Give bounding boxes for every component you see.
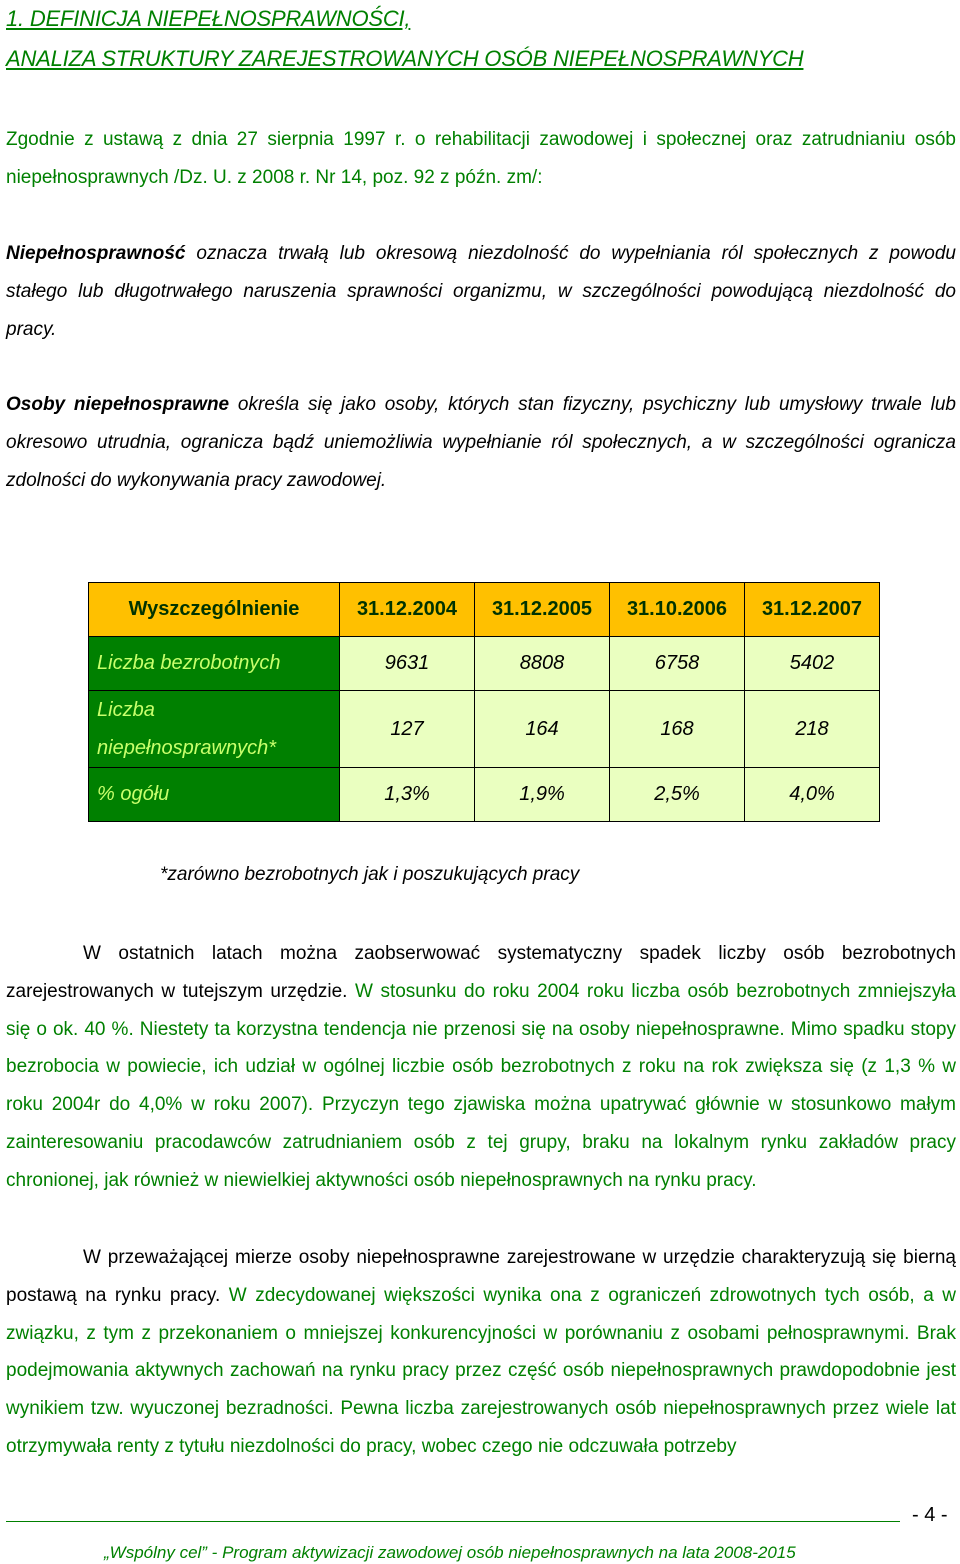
header-cell: 31.12.2005 (475, 583, 610, 637)
paragraph-part: W stosunku do roku 2004 roku liczba osób bezrobotnych zmniejszyła się o ok. 40 %. Niestety ta korzystna tendencja nie przenosi się na osoby niepełnosprawne. Mimo spadku stopy bezrobocia w powiecie, ich udział w ogólnej liczbie osób bezrobotnych z roku na rok zwiększa się (z 1,3 % w roku 2004r do 4,0% w roku 2007). Przyczyn tego zjawiska można upatrywać głównie w stosunkowo małym zainteresowaniu pracodawców zatrudnianiem osób z tej grupy, braku na lokalnym rynku zakładów pracy chronionej, jak również w niewielkiej aktywności osób niepełnosprawnych na rynku pracy. (6, 980, 956, 1191)
row-label-line2: niepełnosprawnych* (97, 737, 277, 759)
section-heading-line1: 1. DEFINICJA NIEPEŁNOSPRAWNOŚCI, (6, 6, 411, 31)
header-cell: 31.12.2004 (340, 583, 475, 637)
page-footer: „Wspólny cel” - Program aktywizacji zawodowej osób niepełnosprawnych na lata 2008-2015 (104, 1543, 796, 1562)
row-label: % ogółu (89, 768, 340, 822)
definition-text: określa się jako osoby, których stan fizyczny, psychiczny lub umysłowy trwale lub okresowo utrudnia, ogranicza bądź uniemożliwia wypełnianie ról społecznych, a w szczególności ogranicza zdolności do wykonywania pracy zawodowej. (6, 394, 956, 491)
definition-disabled-persons (6, 386, 956, 499)
table-cell: 127 (340, 691, 475, 768)
analysis-paragraph-1 (6, 935, 956, 1200)
page-number: - 4 - (912, 1504, 948, 1526)
table-row (89, 691, 880, 768)
table-cell: 1,3% (340, 768, 475, 822)
paragraph-part: W zdecydowanej większości wynika ona z ograniczeń zdrowotnych tych osób, a w związku, z tym z przekonaniem o mniejszej konkurencyjności w porównaniu z osobami pełnosprawnymi. Brak podejmowania aktywnych zachowań na rynku pracy przez część osób niepełnosprawnych prawdopodobnie jest wynikiem tzw. wyuczonej bezradności. Pewna liczba zarejestrowanych osób niepełnosprawnych przez wiele lat otrzymywała renty z tytułu niezdolności do pracy, wobec czego nie odczuwała potrzeby (6, 1284, 956, 1457)
table-row (89, 768, 880, 822)
row-label (89, 691, 340, 768)
table-cell: 2,5% (610, 768, 745, 822)
table-cell: 1,9% (475, 768, 610, 822)
section-heading-line2: ANALIZA STRUKTURY ZAREJESTROWANYCH OSÓB NIEPEŁNOSPRAWNYCH (6, 46, 804, 71)
definition-term: Osoby niepełnosprawne (6, 394, 230, 415)
table-cell: 164 (475, 691, 610, 768)
table-cell: 5402 (745, 637, 880, 691)
header-cell: 31.10.2006 (610, 583, 745, 637)
definition-text: oznacza trwałą lub okresową niezdolność do wypełniania ról społecznych z powodu stałego lub długotrwałego naruszenia sprawności organizmu, w szczególności powodującą niezdolność do pracy. (6, 243, 956, 340)
paragraph-part: W ostatnich latach można zaobserwować systematyczny spadek liczby osób bezrobotnych zarejestrowanych w tutejszym urzędzie. (6, 943, 956, 1002)
paragraph-part: W przeważającej mierze osoby niepełnosprawne zarejestrowane w urzędzie charakteryzują się bierną postawą na rynku pracy. (6, 1247, 956, 1306)
table-footnote: *zarówno bezrobotnych jak i poszukujących pracy (160, 864, 580, 885)
table-cell: 218 (745, 691, 880, 768)
legal-basis-paragraph: Zgodnie z ustawą z dnia 27 sierpnia 1997 r. o rehabilitacji zawodowej i społecznej oraz zatrudnianiu osób niepełnosprawnych /Dz. U. z 2008 r. Nr 14, poz. 92 z późn. zm/: (6, 129, 956, 188)
table-header-row (89, 583, 880, 637)
table-cell: 9631 (340, 637, 475, 691)
analysis-paragraph-2 (6, 1239, 956, 1466)
row-label: Liczba bezrobotnych (89, 637, 340, 691)
definition-term: Niepełnosprawność (6, 243, 186, 264)
statistics-table (88, 582, 880, 822)
header-cell: Wyszczególnienie (89, 583, 340, 637)
footer-rule (6, 1521, 900, 1522)
header-cell: 31.12.2007 (745, 583, 880, 637)
table-row (89, 637, 880, 691)
row-label-line1: Liczba (97, 699, 155, 721)
definition-disability (6, 235, 956, 348)
table-cell: 4,0% (745, 768, 880, 822)
table-cell: 6758 (610, 637, 745, 691)
table-cell: 8808 (475, 637, 610, 691)
table-cell: 168 (610, 691, 745, 768)
